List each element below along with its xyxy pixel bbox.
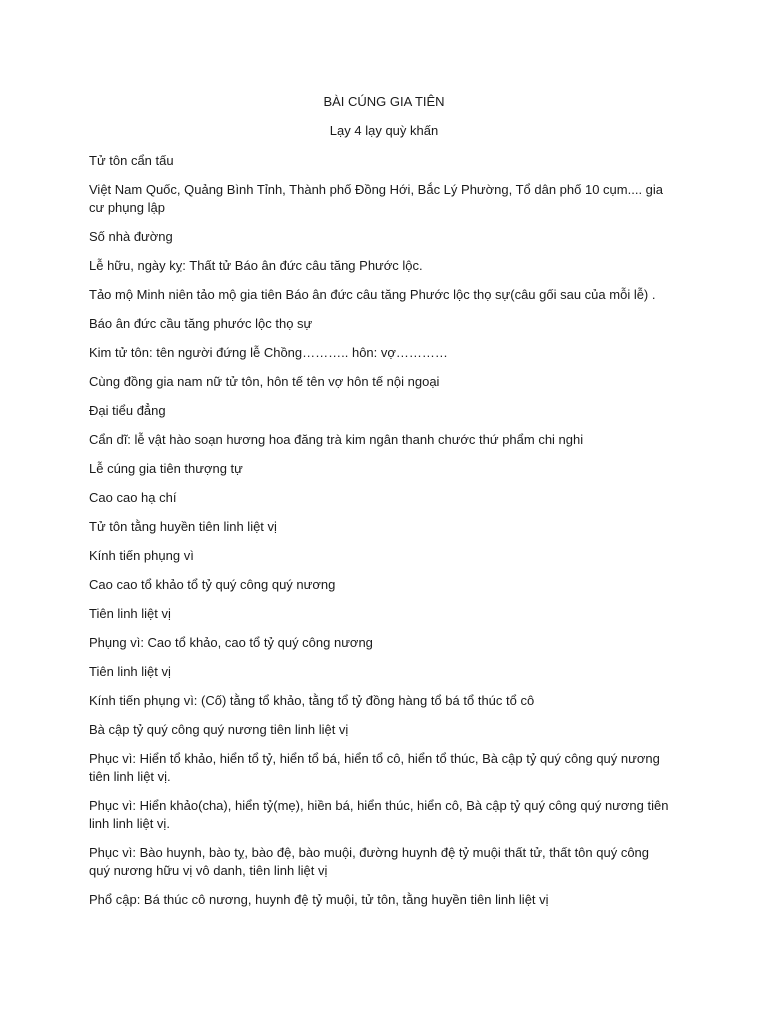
paragraph: Phục vì: Hiển khảo(cha), hiển tỷ(mẹ), hiền bá, hiển thúc, hiển cô, Bà cập tỷ quý công quý nương tiên linh linh liệt vị.: [89, 798, 669, 831]
paragraph: Phụng vì: Cao tổ khảo, cao tổ tỷ quý công nương: [89, 635, 373, 650]
paragraph: Tiên linh liệt vị: [89, 664, 171, 679]
paragraph: Tử tôn tằng huyền tiên linh liệt vị: [89, 519, 277, 534]
paragraph: Kim tử tôn: tên người đứng lễ Chồng……….. hôn: vợ…………: [89, 345, 448, 360]
paragraph: Bà cập tỷ quý công quý nương tiên linh liệt vị: [89, 722, 349, 737]
document-subtitle: Lạy 4 lạy quỳ khấn: [329, 123, 439, 138]
paragraph: Tảo mộ Minh niên tảo mộ gia tiên Báo ân đức câu tăng Phước lộc thọ sự(câu gối sau của mỗi lễ) .: [89, 287, 656, 302]
paragraph: Tiên linh liệt vị: [89, 606, 171, 621]
paragraph: Đại tiểu đẳng: [89, 403, 166, 418]
paragraph: Cao cao hạ chí: [89, 490, 177, 505]
paragraph: Lễ hữu, ngày kỵ: Thất tử Báo ân đức câu tăng Phước lộc.: [89, 258, 423, 273]
document-body: [89, 152, 669, 920]
paragraph: Kính tiến phụng vì: [89, 548, 194, 563]
paragraph: Phục vì: Hiển tổ khảo, hiển tổ tỷ, hiển tổ bá, hiển tổ cô, hiển tổ thúc, Bà cập tỷ quý công quý nương tiên linh liệt vị.: [89, 751, 660, 784]
paragraph: Kính tiến phụng vì: (Cố) tằng tổ khảo, tằng tổ tỷ đồng hàng tổ bá tổ thúc tổ cô: [89, 693, 535, 708]
paragraph: Phổ cập: Bá thúc cô nương, huynh đệ tỷ muội, tử tôn, tằng huyền tiên linh liệt vị: [89, 892, 549, 907]
paragraph: Lễ cúng gia tiên thượng tự: [89, 461, 243, 476]
paragraph: Cao cao tổ khảo tổ tỷ quý công quý nương: [89, 577, 336, 592]
document-title: BÀI CÚNG GIA TIÊN: [323, 94, 445, 109]
paragraph: Cùng đồng gia nam nữ tử tôn, hôn tế tên vợ hôn tế nội ngoại: [89, 374, 440, 389]
paragraph: Phục vì: Bào huynh, bào tỵ, bào đệ, bào muội, đường huynh đệ tỷ muội thất tử, thất tôn quý công quý nương hữu vị vô danh, tiên linh liệt vị: [89, 845, 650, 878]
paragraph: Cẩn dĩ: lễ vật hào soạn hương hoa đăng trà kim ngân thanh chước thứ phẩm chi nghi: [89, 432, 584, 447]
paragraph: Số nhà đường: [89, 229, 173, 244]
paragraph: Tử tôn cẩn tấu: [89, 153, 174, 168]
paragraph: Việt Nam Quốc, Quảng Bình Tỉnh, Thành phố Đồng Hới, Bắc Lý Phường, Tổ dân phố 10 cụm.... gia cư phụng lập: [89, 182, 664, 215]
paragraph: Báo ân đức cầu tăng phước lộc thọ sự: [89, 316, 313, 331]
